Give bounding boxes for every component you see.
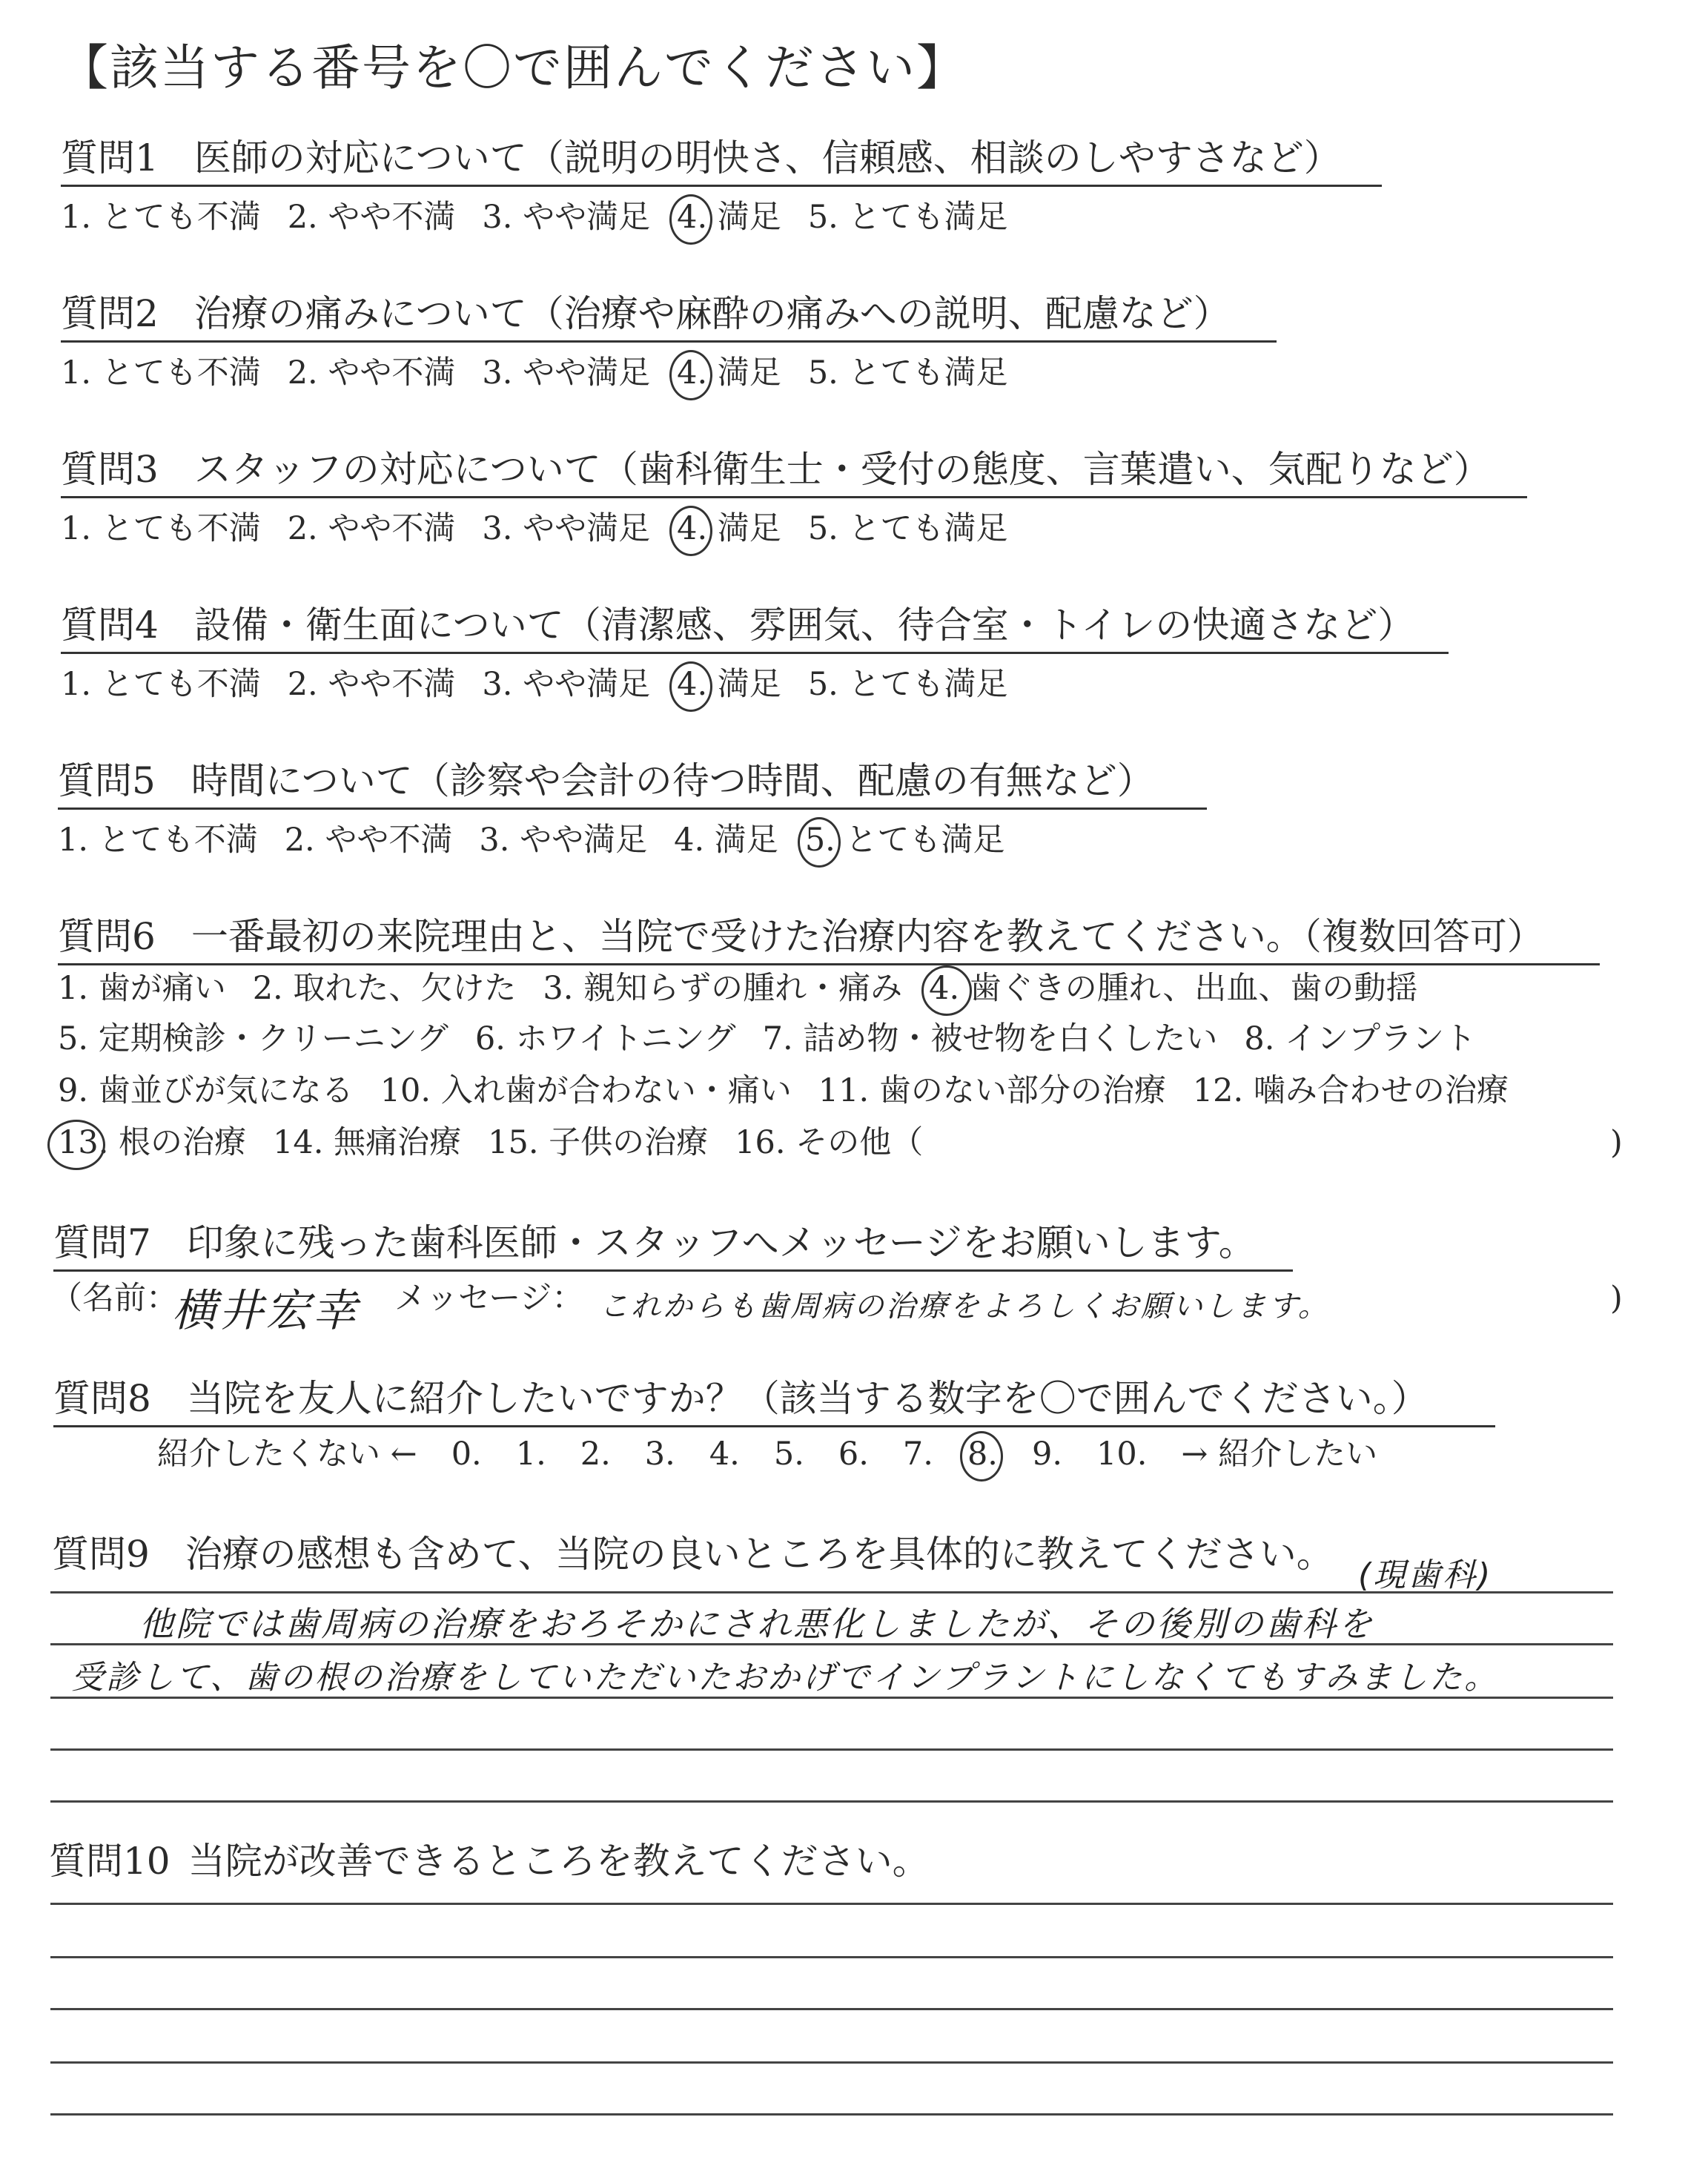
q6-option-6[interactable]: 6. ホワイトニング [474,1020,736,1057]
q7-message-label: メッセージ： [394,1280,584,1317]
q6-option-10[interactable]: 10. 入れ歯が合わない・痛い [380,1072,792,1109]
q9-answer-line-1 [50,1591,1613,1593]
q8-scale-6[interactable]: 6. [838,1436,869,1473]
q1-option-2[interactable]: 2. やや不満 [287,199,456,236]
q8-scale-7[interactable]: 7. [902,1436,933,1473]
q2-option-5[interactable]: 5. とても満足 [807,354,1008,392]
q2-option-2[interactable]: 2. やや不満 [287,354,456,392]
q1-option-5[interactable]: 5. とても満足 [807,199,1008,236]
q8-scale-5[interactable]: 5. [773,1436,804,1473]
question-2-label: 質問2 [61,292,159,335]
q6-option-16[interactable]: 16. その他（ [735,1124,924,1161]
q6-option-7[interactable]: 7. 詰め物・被せ物を白くしたい [762,1020,1218,1057]
q3-option-3[interactable]: 3. やや満足 [482,510,651,547]
q2-option-4[interactable]: 4. 満足 [677,354,781,393]
q6-option-3[interactable]: 3. 親知らずの腫れ・痛み [543,970,903,1007]
question-7-heading [53,1221,1293,1272]
question-4-text: 設備・衛生面について（清潔感、雰囲気、待合室・トイレの快適さなど） [193,604,1415,647]
question-9-heading [52,1532,1334,1581]
q6-options-row-4 [58,1124,950,1163]
selection-circle [798,817,841,868]
q7-name-value[interactable]: 横井宏幸 [172,1285,359,1337]
question-5-heading [58,759,1207,810]
q6-option-15[interactable]: 15. 子供の治療 [488,1124,709,1161]
question-3-text: スタッフの対応について（歯科衛生士・受付の態度、言葉遣い、気配りなど） [193,448,1491,491]
question-5-options [58,822,1032,860]
selection-circle [921,965,972,1016]
q1-option-1[interactable]: 1. とても不満 [61,199,261,236]
question-1-options [61,199,1035,237]
question-7-label: 質問7 [53,1221,151,1264]
question-8-label: 質問8 [53,1377,151,1420]
question-1-heading [61,136,1382,187]
q6-option-9[interactable]: 9. 歯並びが気になる [58,1072,354,1109]
q6-options-row-1 [58,970,1444,1008]
q6-other-close-paren: ) [1610,1124,1623,1161]
selection-circle [669,506,712,556]
q8-scale-10[interactable]: 10. [1096,1436,1148,1473]
question-10-text: 当院が改善できるところを教えてください。 [188,1840,930,1883]
q10-answer-line-1[interactable] [50,1903,1613,1905]
q6-option-4[interactable]: 4. 歯ぐきの腫れ、出血、歯の動揺 [929,970,1417,1008]
q9-answer-line-5 [50,1800,1613,1803]
page-title: 【該当する番号を〇で囲んでください】 [59,39,967,96]
q6-option-1[interactable]: 1. 歯が痛い [58,970,226,1007]
question-3-label: 質問3 [61,448,159,491]
selection-circle [669,661,712,712]
selection-circle [960,1431,1003,1482]
q9-answer-text-2[interactable]: 受診して、歯の根の治療をしていただいたおかげでインプラントにしなくてもすみました。 [71,1659,1500,1697]
q8-scale-0[interactable]: 0. [451,1436,482,1473]
q5-option-4[interactable]: 4. 満足 [674,822,778,859]
selection-circle [47,1120,105,1170]
q3-option-2[interactable]: 2. やや不満 [287,510,456,547]
question-1-text: 医師の対応について（説明の明快さ、信頼感、相談のしやすさなど） [193,136,1341,179]
question-5-text: 時間について（診察や会計の待つ時間、配慮の有無など） [191,759,1154,802]
q8-scale-2[interactable]: 2. [580,1436,611,1473]
q10-answer-line-4[interactable] [50,2061,1613,2064]
q10-answer-line-3[interactable] [50,2008,1613,2010]
q10-answer-line-2[interactable] [50,1956,1613,1958]
q9-annotation: (現歯科) [1358,1556,1493,1594]
q3-option-4[interactable]: 4. 満足 [677,510,781,549]
question-8-heading [53,1376,1495,1427]
q6-options-row-2 [58,1020,1503,1059]
q8-scale-1[interactable]: 1. [515,1436,546,1473]
question-6-text: 一番最初の来院理由と、当院で受けた治療内容を教えてください。（複数回答可） [191,915,1544,958]
q6-option-12[interactable]: 12. 噛み合わせの治療 [1192,1072,1509,1109]
q5-option-1[interactable]: 1. とても不満 [58,822,258,859]
q6-option-13[interactable]: 13. 根の治療 [58,1124,246,1163]
q1-option-3[interactable]: 3. やや満足 [482,199,651,236]
q6-option-14[interactable]: 14. 無痛治療 [273,1124,462,1161]
q3-option-1[interactable]: 1. とても不満 [61,510,261,547]
q3-option-5[interactable]: 5. とても満足 [807,510,1008,547]
q4-option-5[interactable]: 5. とても満足 [807,666,1008,703]
q4-option-2[interactable]: 2. やや不満 [287,666,456,703]
q4-option-3[interactable]: 3. やや満足 [482,666,651,703]
question-4-label: 質問4 [61,604,159,647]
q8-left-label: 紹介したくない ← [157,1436,417,1473]
q8-right-label: → 紹介したい [1181,1436,1378,1473]
question-4-heading [61,603,1449,654]
selection-circle [669,194,712,245]
q9-answer-text-1[interactable]: 他院では歯周病の治療をおろそかにされ悪化しましたが、その後別の歯科を [139,1604,1374,1644]
q8-scale-3[interactable]: 3. [644,1436,675,1473]
q5-option-2[interactable]: 2. やや不満 [284,822,453,859]
question-10-heading [49,1839,930,1888]
question-2-options [61,354,1035,393]
q8-scale [157,1436,1411,1474]
question-2-text: 治療の痛みについて（治療や麻酔の痛みへの説明、配慮など） [193,292,1231,335]
question-3-heading [61,447,1527,498]
q7-close-paren: ) [1610,1280,1623,1317]
q9-answer-line-4 [50,1748,1613,1751]
q6-options-row-3 [58,1072,1535,1111]
question-4-options [61,666,1035,704]
question-9-label: 質問9 [52,1533,150,1576]
question-5-label: 質問5 [58,759,156,802]
question-1-label: 質問1 [61,136,159,179]
question-8-text: 当院を友人に紹介したいですか？（該当する数字を〇で囲んでください。） [186,1377,1429,1420]
question-2-heading [61,291,1277,343]
q2-option-1[interactable]: 1. とても不満 [61,354,261,392]
q7-message-value[interactable]: これからも歯周病の治療をよろしくお願いします。 [599,1289,1330,1324]
q8-scale-9[interactable]: 9. [1031,1436,1063,1473]
question-6-label: 質問6 [58,915,156,958]
q8-scale-4[interactable]: 4. [709,1436,740,1473]
q2-option-3[interactable]: 3. やや満足 [482,354,651,392]
q6-option-2[interactable]: 2. 取れた、欠けた [252,970,517,1007]
question-9-text: 治療の感想も含めて、当院の良いところを具体的に教えてください。 [185,1533,1334,1576]
q5-option-5[interactable]: 5. とても満足 [805,822,1005,860]
q6-option-8[interactable]: 8. インプラント [1244,1020,1477,1057]
q8-scale-8[interactable]: 8. [967,1436,998,1474]
question-10-label: 質問10 [49,1840,171,1883]
q6-option-5[interactable]: 5. 定期検診・クリーニング [58,1020,448,1057]
q1-option-4[interactable]: 4. 満足 [677,199,781,237]
q5-option-3[interactable]: 3. やや満足 [479,822,648,859]
q4-option-4[interactable]: 4. 満足 [677,666,781,704]
question-7-text: 印象に残った歯科医師・スタッフへメッセージをお願いします。 [186,1221,1256,1264]
q4-option-1[interactable]: 1. とても不満 [61,666,261,703]
selection-circle [669,350,712,400]
q7-name-label: （名前： [50,1280,178,1317]
question-6-heading [58,914,1600,965]
q10-answer-line-5[interactable] [50,2113,1613,2116]
question-3-options [61,510,1035,549]
q6-option-11[interactable]: 11. 歯のない部分の治療 [818,1072,1166,1109]
